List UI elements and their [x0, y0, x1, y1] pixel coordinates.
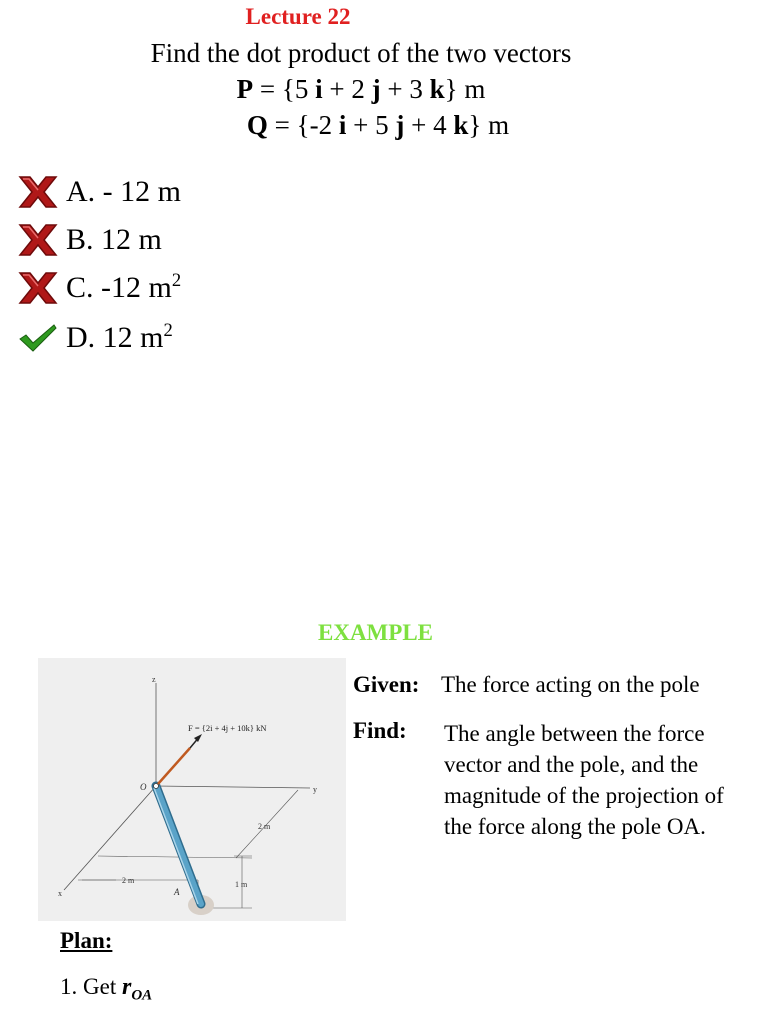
origin-point [154, 784, 159, 789]
option-exponent: 2 [163, 319, 173, 341]
vector-q-part: = {-2 [267, 110, 339, 140]
step-variable: r [121, 974, 132, 1000]
wrong-x-icon [18, 268, 62, 308]
vector-p [0, 74, 722, 105]
vector-q-part: + 5 [346, 110, 396, 140]
example-heading: EXAMPLE [318, 620, 433, 645]
origin-label: O [140, 782, 147, 792]
pole-diagram [38, 658, 346, 921]
vector-q-j: j [395, 110, 405, 140]
step-subscript: OA [131, 987, 153, 1004]
option-label-text: D. 12 m [66, 321, 164, 354]
vector-p-part: = {5 [253, 74, 316, 104]
option-label: B. 12 m [66, 223, 162, 256]
vector-p-part: } m [444, 74, 486, 104]
dim-2m-x-label: 2 m [122, 876, 135, 885]
option-a[interactable] [18, 172, 181, 212]
option-label-text: C. -12 m [66, 271, 172, 304]
given-label: Given: [353, 672, 420, 697]
vector-p-j: j [371, 74, 381, 104]
lecture-title: Lecture 22 [245, 4, 351, 29]
vector-q-i: i [338, 110, 347, 140]
axis-y-label: y [313, 785, 317, 794]
vector-p-i: i [315, 74, 323, 104]
force-vector [158, 748, 190, 784]
option-label [66, 271, 181, 305]
question-text: Find the dot product of the two vectors [150, 38, 572, 68]
option-d[interactable] [18, 318, 173, 358]
plan-step-1 [60, 974, 152, 1005]
find-text: The angle between the force vector and the pole, and the magnitude of the projection of the force along the pole OA. [444, 721, 724, 839]
axis-z-label: z [152, 675, 156, 684]
dim-1m-label: 1 m [235, 880, 248, 889]
axis-x-label: x [58, 889, 62, 898]
vector-q-name: Q [246, 110, 268, 140]
vector-q-k: k [453, 110, 469, 140]
point-a-label: A [174, 887, 180, 897]
x-axis [64, 786, 156, 890]
option-exponent: 2 [171, 269, 182, 291]
force-label: F = {2i + 4j + 10k} kN [188, 723, 267, 733]
step-text: 1. Get [60, 974, 122, 999]
dim-2m-y-label: 2 m [258, 822, 271, 831]
vector-p-part: + 2 [322, 74, 372, 104]
given-text: The force acting on the pole [441, 672, 700, 697]
vector-q-part: + 4 [404, 110, 454, 140]
grid-line [98, 856, 252, 858]
correct-check-icon [18, 318, 62, 358]
option-b[interactable] [18, 220, 162, 260]
option-label: A. - 12 m [66, 175, 181, 208]
option-c[interactable] [18, 268, 181, 308]
y-axis [156, 786, 310, 788]
option-label [66, 321, 173, 355]
find-label: Find: [353, 718, 407, 743]
wrong-x-icon [18, 172, 62, 212]
vector-q-part: } m [468, 110, 510, 140]
vector-p-k: k [429, 74, 445, 104]
wrong-x-icon [18, 220, 62, 260]
vector-p-name: P [236, 74, 254, 104]
vector-p-part: + 3 [380, 74, 430, 104]
vector-q [0, 110, 756, 141]
plan-label: Plan: [60, 928, 113, 953]
